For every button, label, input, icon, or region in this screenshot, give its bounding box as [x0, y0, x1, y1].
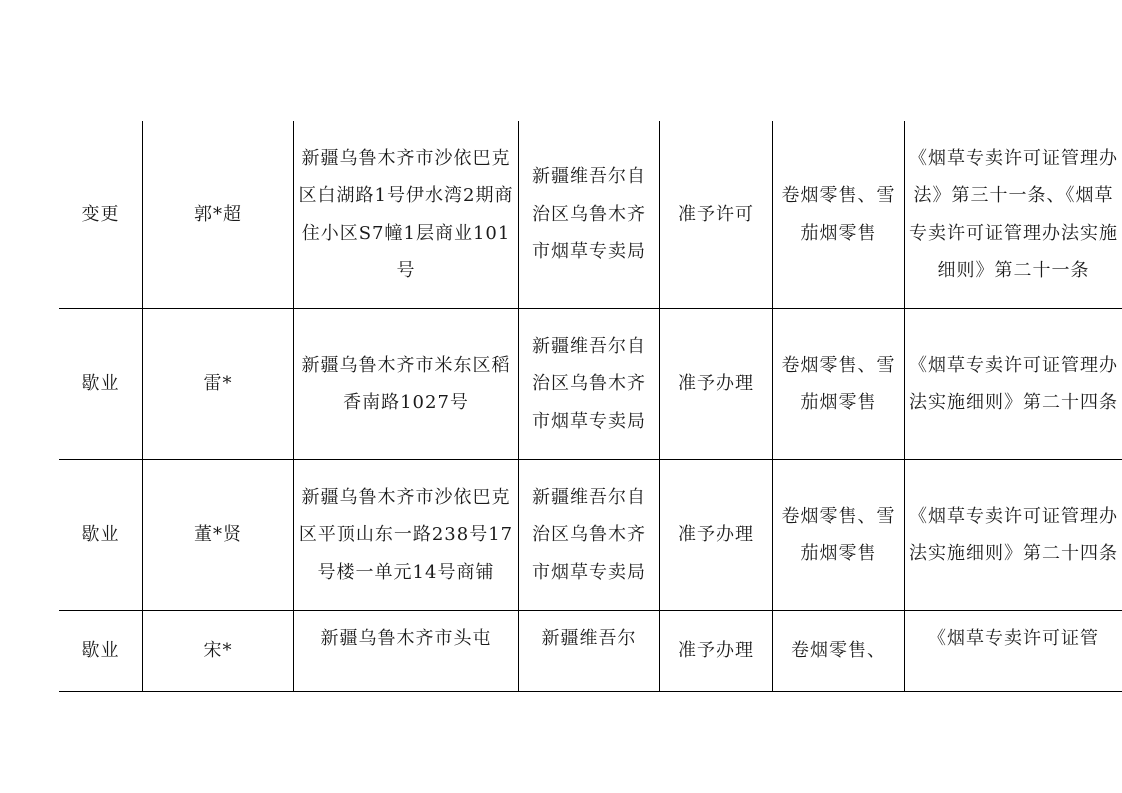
business-address: 新疆乌鲁木齐市沙依巴克区白湖路1号伊水湾2期商住小区S7幢1层商业101号 — [298, 147, 514, 281]
change-type: 歇业 — [81, 524, 120, 546]
legal-basis: 《烟草专卖许可证管理办法实施细则》第二十四条 — [909, 505, 1118, 564]
applicant-name-cell — [143, 121, 294, 309]
business-scope: 卷烟零售、雪茄烟零售 — [781, 185, 896, 244]
table-row — [59, 121, 1122, 309]
business-scope: 卷烟零售、雪茄烟零售 — [781, 354, 896, 413]
applicant-name: 郭*超 — [194, 203, 242, 225]
business-scope: 卷烟零售、 — [791, 640, 886, 662]
permit-table — [59, 121, 1122, 692]
decision-result: 准予办理 — [678, 373, 754, 395]
business-address: 新疆乌鲁木齐市沙依巴克区平顶山东一路238号17号楼一单元14号商铺 — [298, 486, 514, 583]
business-scope: 卷烟零售、雪茄烟零售 — [781, 505, 896, 564]
applicant-name: 宋* — [203, 640, 233, 662]
business-address-cell — [294, 121, 519, 309]
legal-basis: 《烟草专卖许可证管理办法实施细则》第二十四条 — [909, 354, 1118, 413]
table-row — [59, 611, 1122, 692]
table-row — [59, 460, 1122, 611]
business-scope-cell — [773, 611, 905, 692]
business-address-cell — [294, 611, 519, 692]
decision-result-cell — [660, 309, 773, 460]
business-scope-cell — [773, 309, 905, 460]
issuing-authority: 新疆维吾尔 — [541, 628, 637, 649]
decision-result-cell — [660, 611, 773, 692]
change-type: 歇业 — [81, 640, 120, 662]
decision-result: 准予许可 — [678, 203, 754, 225]
decision-result: 准予办理 — [678, 640, 754, 662]
change-type: 歇业 — [81, 373, 120, 395]
change-type-cell — [59, 121, 143, 309]
applicant-name-cell — [143, 611, 294, 692]
applicant-name: 董*贤 — [194, 524, 242, 546]
issuing-authority: 新疆维吾尔自治区乌鲁木齐市烟草专卖局 — [532, 486, 646, 583]
business-address: 新疆乌鲁木齐市米东区稻香南路1027号 — [301, 354, 511, 413]
legal-basis-cell — [905, 611, 1122, 692]
business-address-cell — [294, 460, 519, 611]
applicant-name-cell — [143, 460, 294, 611]
legal-basis-cell — [905, 460, 1122, 611]
legal-basis-cell — [905, 121, 1122, 309]
change-type-cell — [59, 309, 143, 460]
table-row — [59, 309, 1122, 460]
decision-result-cell — [660, 460, 773, 611]
change-type-cell — [59, 611, 143, 692]
legal-basis-cell — [905, 309, 1122, 460]
decision-result-cell — [660, 121, 773, 309]
issuing-authority: 新疆维吾尔自治区乌鲁木齐市烟草专卖局 — [532, 166, 646, 263]
business-address: 新疆乌鲁木齐市头屯 — [320, 628, 492, 649]
issuing-authority-cell — [519, 460, 660, 611]
issuing-authority-cell — [519, 611, 660, 692]
change-type-cell — [59, 460, 143, 611]
business-address-cell — [294, 309, 519, 460]
issuing-authority-cell — [519, 309, 660, 460]
business-scope-cell — [773, 121, 905, 309]
legal-basis: 《烟草专卖许可证管 — [928, 628, 1099, 649]
decision-result: 准予办理 — [678, 524, 754, 546]
applicant-name-cell — [143, 309, 294, 460]
legal-basis: 《烟草专卖许可证管理办法》第三十一条、《烟草专卖许可证管理办法实施细则》第二十一条 — [909, 147, 1118, 281]
business-scope-cell — [773, 460, 905, 611]
issuing-authority: 新疆维吾尔自治区乌鲁木齐市烟草专卖局 — [532, 335, 646, 432]
applicant-name: 雷* — [203, 373, 233, 395]
issuing-authority-cell — [519, 121, 660, 309]
change-type: 变更 — [81, 203, 120, 225]
